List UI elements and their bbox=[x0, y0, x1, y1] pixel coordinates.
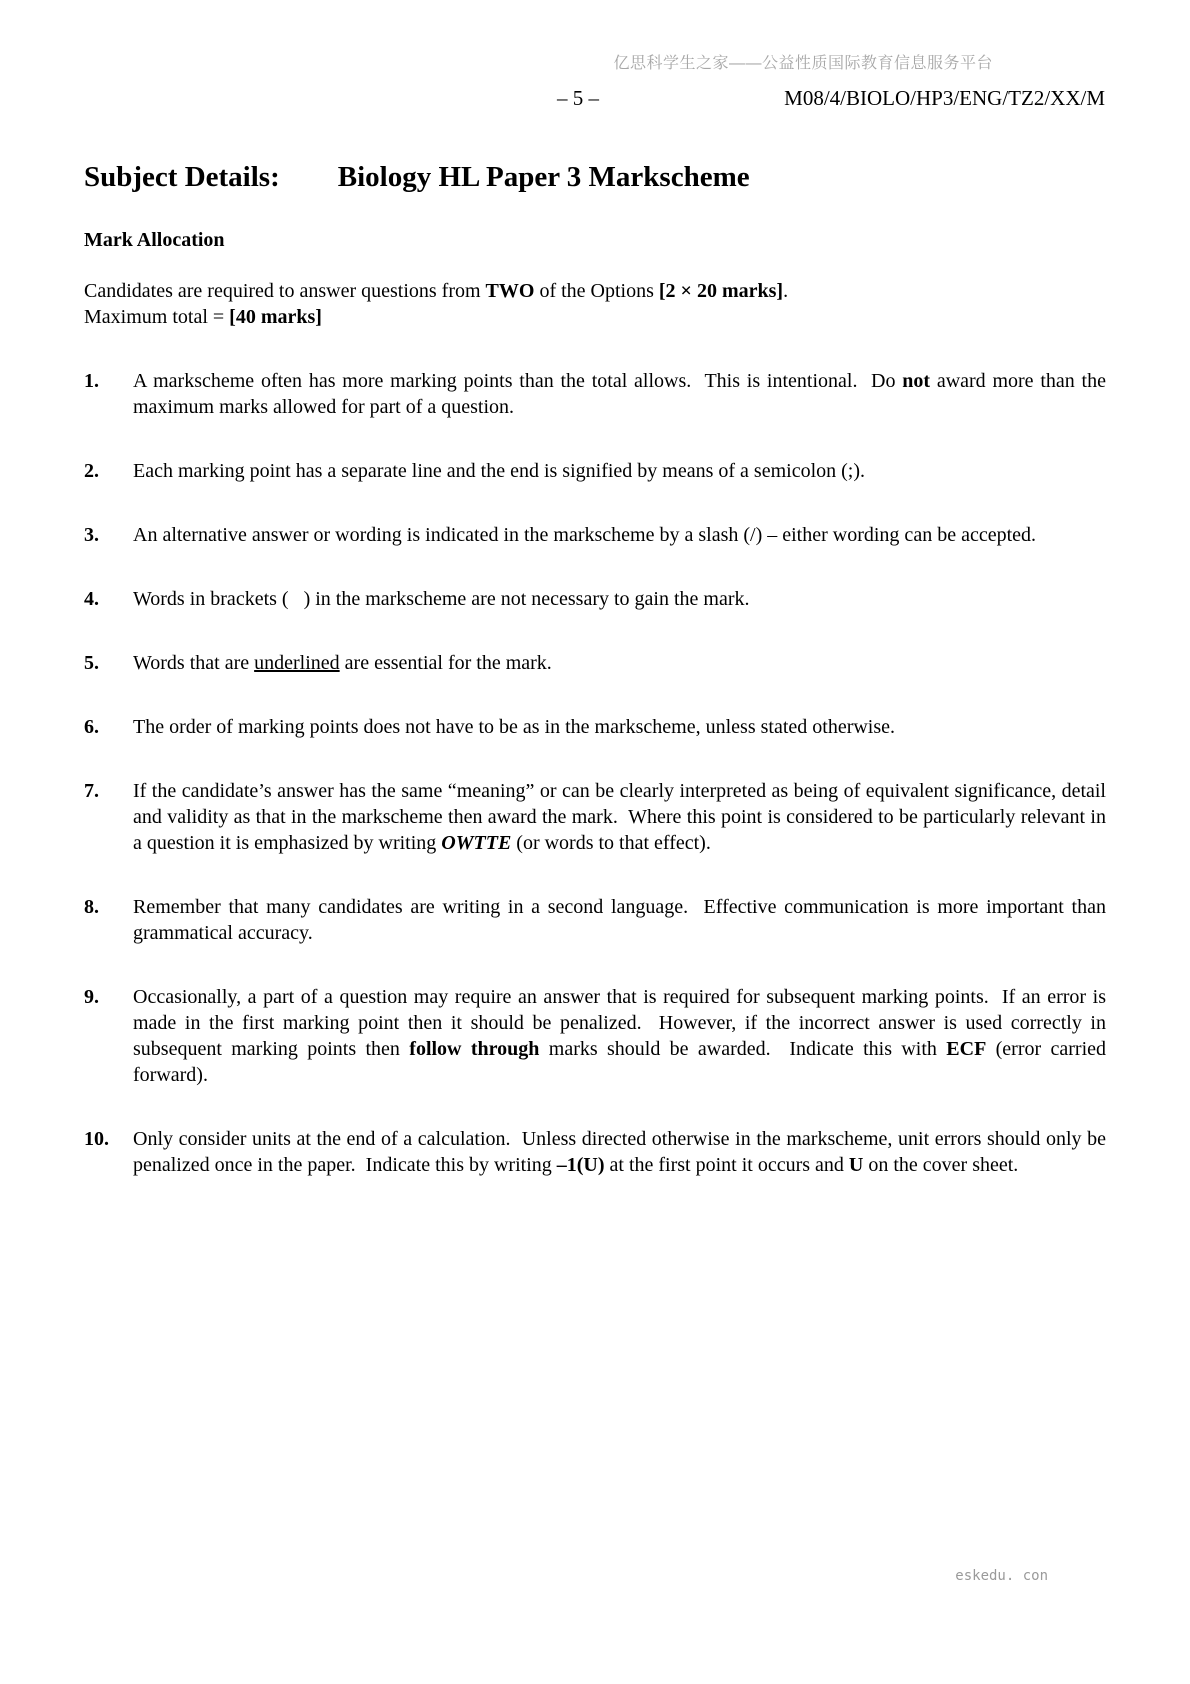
list-item bbox=[84, 650, 1106, 676]
item-number: 9. bbox=[84, 985, 99, 1008]
text-segment: OWTTE bbox=[441, 831, 512, 854]
text-segment: ECF bbox=[946, 1037, 987, 1060]
item-text bbox=[133, 368, 1106, 420]
text-segment: U bbox=[848, 1153, 864, 1176]
text-segment: at the first point it occurs and bbox=[604, 1153, 849, 1176]
list-item bbox=[84, 984, 1106, 1088]
item-text bbox=[133, 778, 1106, 856]
text-segment: Words that are bbox=[133, 651, 255, 674]
list-item bbox=[84, 1126, 1106, 1178]
text-segment: [40 marks] bbox=[229, 305, 322, 328]
text-segment: . bbox=[783, 279, 789, 302]
item-text bbox=[133, 586, 1106, 612]
page-title bbox=[84, 160, 1106, 195]
page-title-value: Biology HL Paper 3 Markscheme bbox=[337, 161, 750, 193]
item-text bbox=[133, 650, 1106, 676]
site-banner-text: 亿思科学生之家——公益性质国际教育信息服务平台 bbox=[613, 55, 993, 72]
rules-list bbox=[84, 368, 1106, 1178]
item-number: 4. bbox=[84, 587, 99, 610]
item-number: 7. bbox=[84, 779, 99, 802]
item-number: 8. bbox=[84, 895, 99, 918]
text-segment: Candidates are required to answer questions from bbox=[84, 279, 486, 302]
intro-paragraph bbox=[84, 278, 1106, 330]
text-segment: Each marking point has a separate line and the end is signified by means of a semicolon (;). bbox=[133, 459, 866, 482]
text-segment: underlined bbox=[254, 651, 340, 674]
intro-line-2 bbox=[84, 304, 1106, 330]
item-number: 10. bbox=[84, 1127, 109, 1150]
item-text bbox=[133, 984, 1106, 1088]
item-number: 3. bbox=[84, 523, 99, 546]
item-text bbox=[133, 1126, 1106, 1178]
text-segment: Maximum total = bbox=[84, 305, 230, 328]
text-segment: Only consider units at the end of a calculation. Unless directed otherwise in the markscheme, unit errors should only be penalized once in the paper. Indicate this by writing bbox=[133, 1127, 1106, 1176]
text-segment: Occasionally, a part of a question may require an answer that is required for subsequent marking points. If an error is made in the first marking point then it should be penalized. However, if the incorrect answer is used correctly in subsequent marking points then bbox=[133, 985, 1106, 1060]
text-segment: Remember that many candidates are writing in a second language. Effective communication is more important than grammatical accuracy. bbox=[133, 895, 1106, 944]
paper-code: M08/4/BIOLO/HP3/ENG/TZ2/XX/M bbox=[784, 86, 1105, 110]
text-segment: not bbox=[902, 369, 931, 392]
text-segment: Words in brackets ( ) in the markscheme are not necessary to gain the mark. bbox=[133, 587, 750, 610]
list-item bbox=[84, 586, 1106, 612]
list-item bbox=[84, 368, 1106, 420]
intro-line-1 bbox=[84, 278, 1106, 304]
item-number: 1. bbox=[84, 369, 99, 392]
item-text bbox=[133, 714, 1106, 740]
list-item bbox=[84, 778, 1106, 856]
list-item bbox=[84, 522, 1106, 548]
text-segment: [2 × 20 marks] bbox=[658, 279, 784, 302]
text-segment: are essential for the mark. bbox=[339, 651, 552, 674]
text-segment: If the candidate’s answer has the same “meaning” or can be clearly interpreted as being of equivalent significance, detail and validity as that in the markscheme then award the mark. Where this point is considered to be particularly relevant in a question it is emphasized by writing bbox=[133, 779, 1106, 854]
page-header bbox=[0, 86, 1190, 114]
text-segment: on the cover sheet. bbox=[863, 1153, 1019, 1176]
text-segment: follow through bbox=[409, 1037, 540, 1060]
item-number: 2. bbox=[84, 459, 99, 482]
text-segment: TWO bbox=[485, 279, 535, 302]
text-segment: A markscheme often has more marking points than the total allows. This is intentional. Do bbox=[133, 369, 903, 392]
page-title-label: Subject Details: bbox=[84, 161, 280, 193]
list-item bbox=[84, 458, 1106, 484]
text-segment: –1(U) bbox=[556, 1153, 605, 1176]
page-number: – 5 – bbox=[557, 86, 599, 110]
text-segment: An alternative answer or wording is indicated in the markscheme by a slash (/) – either wording can be accepted. bbox=[133, 523, 1037, 546]
item-number: 5. bbox=[84, 651, 99, 674]
item-text bbox=[133, 522, 1106, 548]
text-segment: of the Options bbox=[534, 279, 659, 302]
text-segment: marks should be awarded. Indicate this with bbox=[539, 1037, 947, 1060]
text-segment: award more than the maximum marks allowed for part of a question. bbox=[133, 369, 1106, 418]
list-item bbox=[84, 894, 1106, 946]
section-heading: Mark Allocation bbox=[84, 228, 225, 251]
item-number: 6. bbox=[84, 715, 99, 738]
text-segment: (error carried forward). bbox=[133, 1037, 1107, 1086]
text-segment: (or words to that effect). bbox=[511, 831, 711, 854]
footer-watermark: eskedu. con bbox=[955, 1568, 1048, 1584]
item-text bbox=[133, 458, 1106, 484]
text-segment: The order of marking points does not have to be as in the markscheme, unless stated otherwise. bbox=[133, 715, 896, 738]
item-text bbox=[133, 894, 1106, 946]
list-item bbox=[84, 714, 1106, 740]
